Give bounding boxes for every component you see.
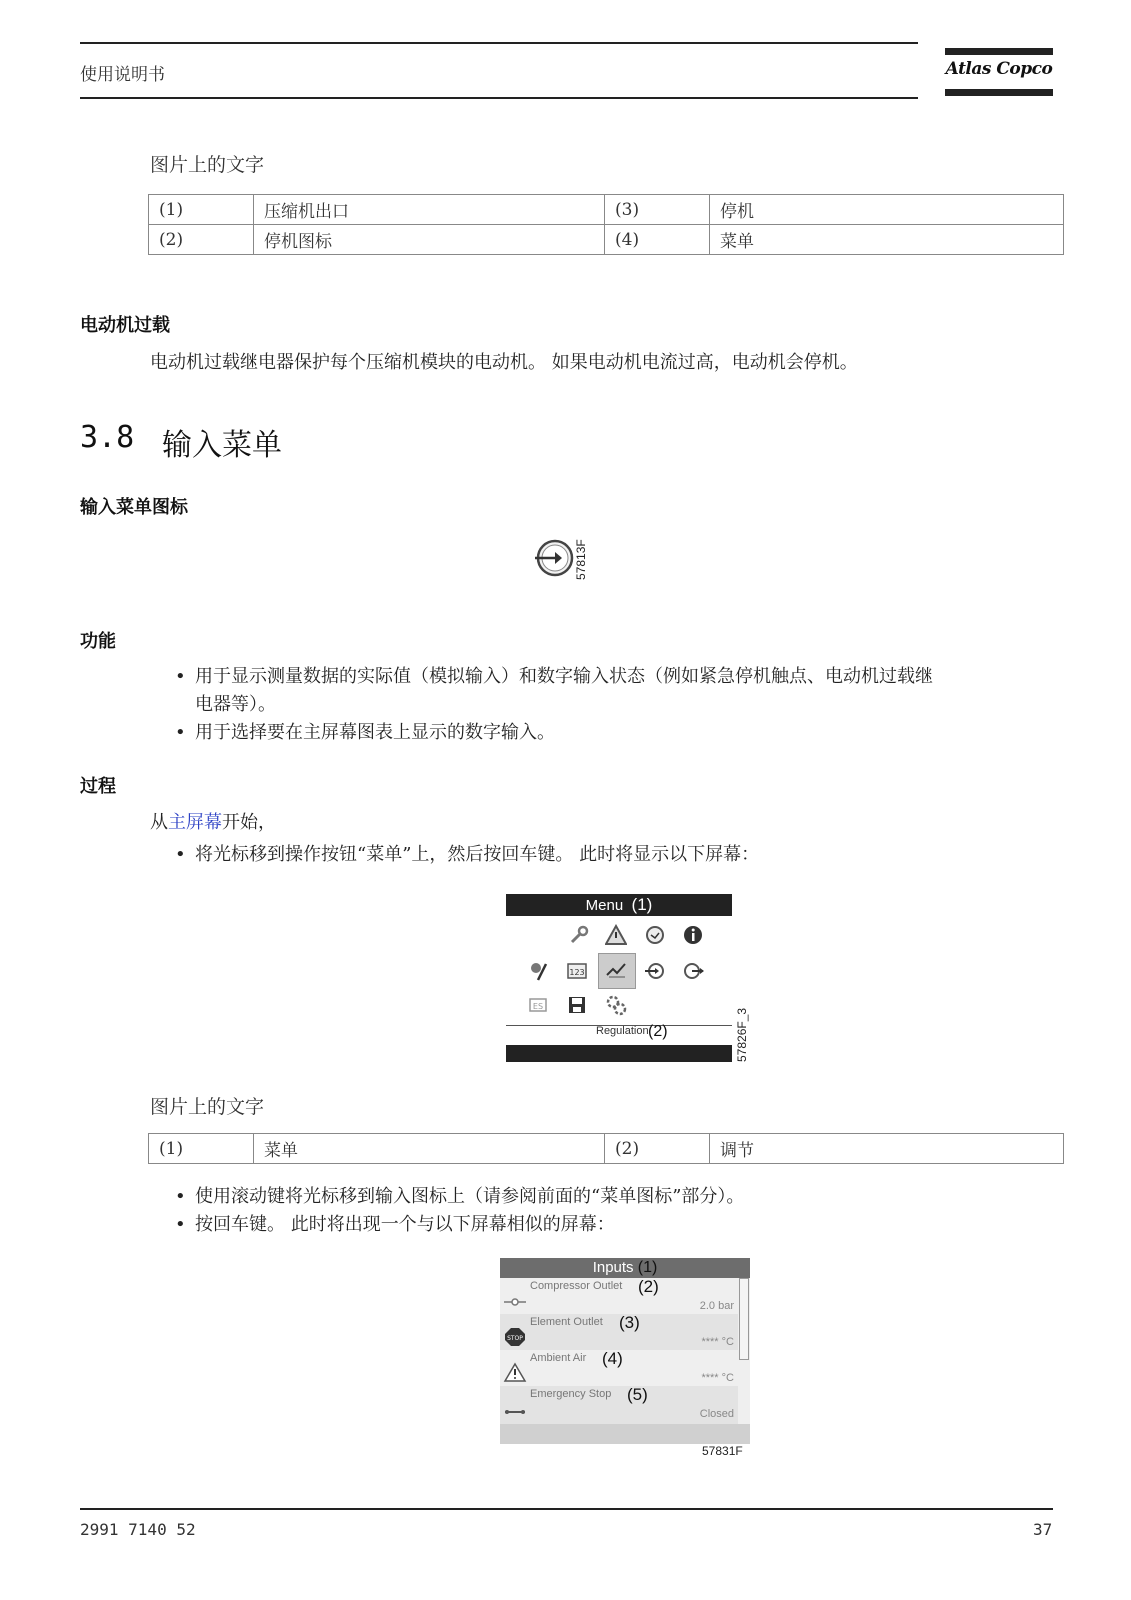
list-item: • 按回车键。 此时将出现一个与以下屏幕相似的屏幕： [175, 1214, 615, 1235]
figure-caption: 图片上的文字 [150, 1096, 265, 1118]
main-screen-link[interactable]: 主屏幕 [168, 812, 222, 833]
svg-text:123: 123 [569, 968, 585, 977]
section-title: 输入菜单 [162, 428, 282, 463]
input-row[interactable]: STOP Element Outlet (3) **** °C [500, 1314, 738, 1350]
after-list [175, 1183, 1065, 1239]
wrench-icon [568, 924, 590, 946]
doc-title: 使用说明书 [80, 65, 165, 85]
info-icon [682, 924, 704, 946]
legend-table [148, 194, 1064, 255]
figure-caption: 图片上的文字 [150, 154, 265, 176]
pressure-outlet-icon [503, 1290, 527, 1310]
es-icon [528, 994, 550, 1016]
inputs-icon [644, 960, 666, 982]
menu-bottom-bar [506, 1045, 732, 1062]
timer-icon [644, 924, 666, 946]
regulation-icon [605, 959, 627, 981]
list-item: • 用于选择要在主屏幕图表上显示的数字输入。 [175, 722, 555, 743]
footer-label: Regulation [596, 1025, 649, 1037]
menu-screen [506, 894, 732, 1062]
list-item: • 将光标移到操作按钮“菜单”上，然后按回车键。 此时将显示以下屏幕： [175, 844, 760, 865]
footer-number: (2) [648, 1023, 668, 1040]
settings-icon [605, 994, 627, 1016]
legend-table [148, 1133, 1064, 1164]
menu-title-bar: Menu (1) [506, 894, 732, 916]
inputs-screen [500, 1258, 750, 1444]
function-heading: 功能 [80, 631, 116, 652]
input-row[interactable]: Compressor Outlet (2) 2.0 bar [500, 1278, 738, 1314]
icon-heading: 输入菜单图标 [80, 497, 188, 518]
footer-rule [80, 1508, 1053, 1510]
process-list [175, 841, 1065, 869]
header-rule-top [80, 42, 918, 44]
page-number: 37 [1033, 1520, 1053, 1539]
table-row: (2) 停机图标 (4) 菜单 [149, 225, 1064, 255]
input-row[interactable]: Ambient Air (4) **** °C [500, 1350, 738, 1386]
warning-icon [605, 924, 627, 946]
input-row[interactable]: Emergency Stop (5) Closed [500, 1386, 738, 1424]
process-start: 从主屏幕开始， [150, 812, 276, 833]
input-menu-icon [533, 536, 577, 580]
inputs-bottom-bar [500, 1424, 750, 1444]
save-icon [566, 994, 588, 1016]
stop-icon [503, 1326, 527, 1346]
counter-icon [566, 960, 588, 982]
atlas-copco-logo: Atlas Copco [945, 48, 1053, 100]
service-icon [528, 960, 550, 982]
header-rule-bottom [80, 97, 918, 99]
emergency-stop-icon [503, 1398, 527, 1418]
process-heading: 过程 [80, 776, 116, 797]
inputs-title-bar: Inputs (1) [500, 1258, 750, 1278]
svg-text:STOP: STOP [507, 1335, 523, 1342]
doc-number: 2991 7140 52 [80, 1520, 196, 1539]
function-list [175, 663, 1065, 747]
warning-icon [503, 1362, 527, 1382]
list-item-continued: 电器等）。 [195, 694, 276, 715]
figure-code: 57826F_3 [735, 1007, 749, 1062]
motor-overload-text: 电动机过载继电器保护每个压缩机模块的电动机。 如果电动机电流过高，电动机会停机。 [150, 352, 858, 373]
section-number: 3.8 [80, 420, 135, 455]
figure-code: 57831F [702, 1444, 743, 1458]
figure-code: 57813F [574, 539, 588, 580]
list-item: • 用于显示测量数据的实际值（模拟输入）和数字输入状态（例如紧急停机触点、电动机过载继 [175, 666, 933, 687]
table-row: (1) 菜单 (2) 调节 [149, 1134, 1064, 1164]
list-item: • 使用滚动键将光标移到输入图标上（请参阅前面的“菜单图标”部分）。 [175, 1186, 745, 1207]
table-row: (1) 压缩机出口 (3) 停机 [149, 195, 1064, 225]
motor-overload-heading: 电动机过载 [80, 315, 170, 336]
scrollbar[interactable] [739, 1278, 749, 1360]
svg-text:ES: ES [532, 1002, 544, 1011]
outputs-icon [682, 960, 704, 982]
